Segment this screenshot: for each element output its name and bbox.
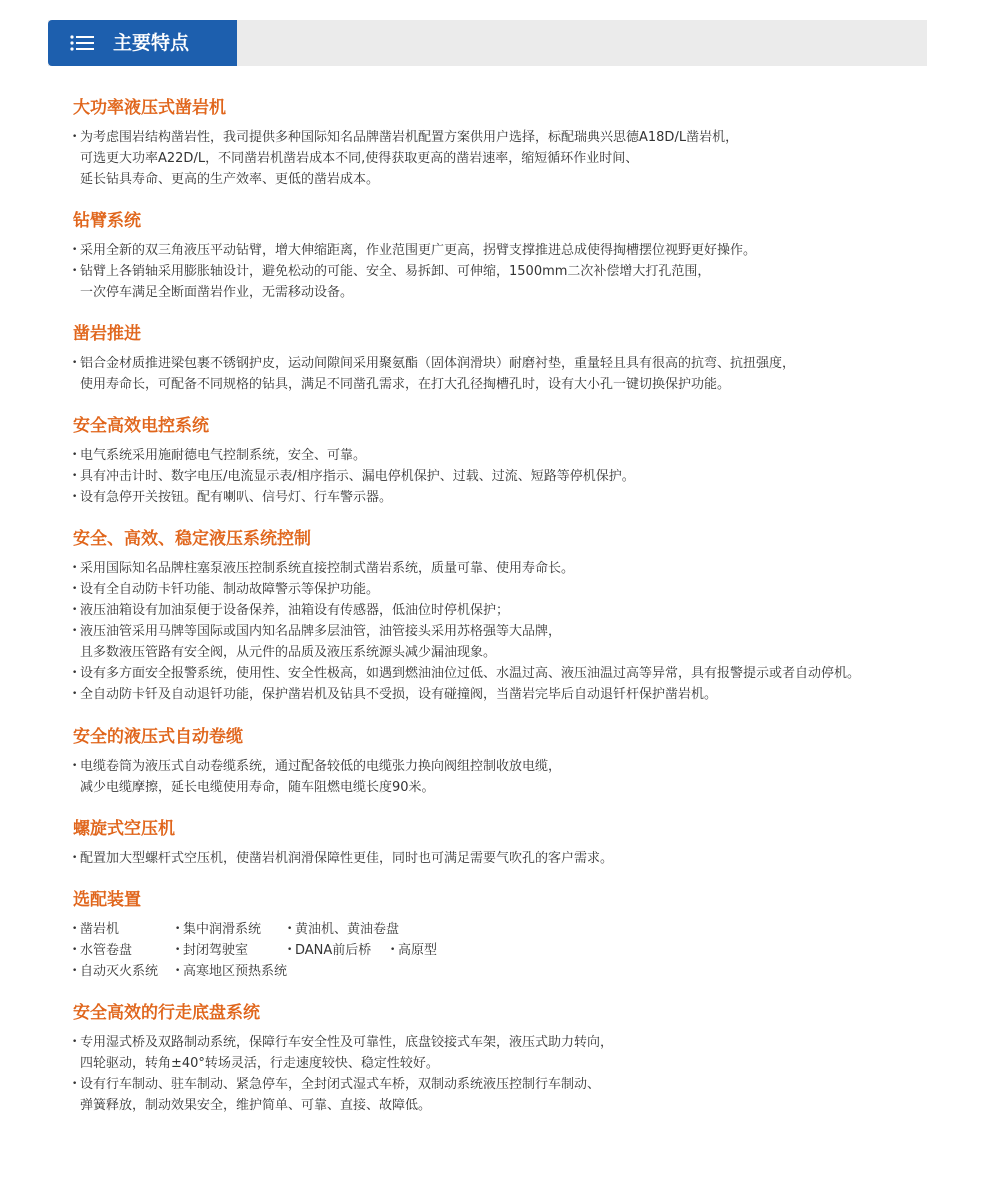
feature-section bbox=[73, 725, 953, 798]
bullet-item bbox=[73, 684, 953, 705]
feature-section bbox=[73, 322, 953, 395]
bullet-item bbox=[73, 445, 953, 466]
options-row bbox=[73, 940, 953, 961]
options-section bbox=[73, 888, 953, 982]
bullet-item bbox=[73, 240, 953, 261]
section-header-tab bbox=[48, 20, 237, 66]
bullet-text-line: 且多数液压管路有安全阀，从元件的品质及液压系统源头减少漏油现象。 bbox=[80, 645, 497, 660]
page-title: 主要特点 bbox=[113, 32, 190, 54]
section-title: 选配装置 bbox=[73, 890, 141, 910]
bullet-item bbox=[73, 1074, 953, 1116]
feature-section bbox=[73, 817, 953, 869]
bullet-text-line: 可选更大功率A22D/L，不同凿岩机凿岩成本不同,使得获取更高的凿岩速率，缩短循环作业时间、 bbox=[80, 151, 639, 166]
option-item: • 集中润滑系统 bbox=[176, 919, 261, 940]
bullet-text-line: 弹簧释放，制动效果安全，维护简单、可靠、直接、故障低。 bbox=[80, 1098, 432, 1113]
bullet-text-line: • 全自动防卡钎及自动退钎功能，保护凿岩机及钻具不受损，设有碰撞阀，当凿岩完毕后自动退钎杆保护凿岩机。 bbox=[80, 687, 718, 702]
bullet-item bbox=[73, 621, 953, 663]
feature-section bbox=[73, 96, 953, 190]
bullet-item bbox=[73, 663, 953, 684]
section-title: 安全、高效、稳定液压系统控制 bbox=[73, 529, 311, 549]
bullet-text-line: • 为考虑围岩结构凿岩性，我司提供多种国际知名品牌凿岩机配置方案供用户选择，标配瑞典兴思德A18D/L凿岩机， bbox=[80, 130, 739, 145]
bullet-text-line: • 配置加大型螺杆式空压机，使凿岩机润滑保障性更佳，同时也可满足需要气吹孔的客户需求。 bbox=[80, 851, 614, 866]
bullet-text-line: • 液压油管采用马牌等国际或国内知名品牌多层油管，油管接头采用苏格强等大品牌， bbox=[80, 624, 562, 639]
bullet-text-line: • 设有多方面安全报警系统，使用性、安全性极高，如遇到燃油油位过低、水温过高、液压油温过高等异常，具有报警提示或者自动停机。 bbox=[80, 666, 861, 681]
bullet-item bbox=[73, 848, 953, 869]
bullet-item bbox=[73, 756, 953, 798]
section-title: 凿岩推进 bbox=[73, 324, 141, 344]
bullet-item bbox=[73, 1032, 953, 1074]
bullet-text-line: 延长钻具寿命、更高的生产效率、更低的凿岩成本。 bbox=[80, 172, 380, 187]
list-icon bbox=[70, 35, 94, 51]
bullet-text-line: • 设有行车制动、驻车制动、紧急停车，全封闭式湿式车桥，双制动系统液压控制行车制动、 bbox=[80, 1077, 601, 1092]
option-item: • 凿岩机 bbox=[73, 919, 119, 940]
bullet-text-line: • 钻臂上各销轴采用膨胀轴设计，避免松动的可能、安全、易拆卸、可伸缩，1500mm二次补偿增大打孔范围， bbox=[80, 264, 711, 279]
section-title: 安全的液压式自动卷缆 bbox=[73, 727, 243, 747]
option-item: • 高寒地区预热系统 bbox=[176, 961, 287, 982]
bullet-item bbox=[73, 261, 953, 303]
bullet-text-line: • 专用湿式桥及双路制动系统，保障行车安全性及可靠性，底盘铰接式车架，液压式助力转向， bbox=[80, 1035, 614, 1050]
feature-section bbox=[73, 527, 953, 705]
bullet-text-line: 四轮驱动，转角±40°转场灵活，行走速度较快、稳定性较好。 bbox=[80, 1056, 439, 1071]
option-item: • DANA前后桥 bbox=[288, 940, 371, 961]
section-title: 安全高效电控系统 bbox=[73, 416, 209, 436]
bullet-text-line: • 具有冲击计时、数字电压/电流显示表/相序指示、漏电停机保护、过载、过流、短路等停机保护。 bbox=[80, 469, 635, 484]
section-title: 钻臂系统 bbox=[73, 211, 141, 231]
bullet-text-line: • 采用国际知名品牌柱塞泵液压控制系统直接控制式凿岩系统，质量可靠、使用寿命长。 bbox=[80, 561, 575, 576]
section-title: 大功率液压式凿岩机 bbox=[73, 98, 226, 118]
section-title: 安全高效的行走底盘系统 bbox=[73, 1003, 260, 1023]
bullet-text-line: • 设有全自动防卡钎功能、制动故障警示等保护功能。 bbox=[80, 582, 380, 597]
section-header-bar bbox=[48, 20, 927, 66]
bullet-item bbox=[73, 127, 953, 190]
bullet-item bbox=[73, 353, 953, 395]
bullet-text-line: 减少电缆摩擦，延长电缆使用寿命，随车阻燃电缆长度90米。 bbox=[80, 780, 435, 795]
option-item: • 高原型 bbox=[391, 940, 437, 961]
feature-section bbox=[73, 209, 953, 303]
bullet-item bbox=[73, 466, 953, 487]
bullet-text-line: 使用寿命长，可配备不同规格的钻具，满足不同凿孔需求，在打大孔径掏槽孔时，设有大小孔一键切换保护功能。 bbox=[80, 377, 731, 392]
option-item: • 水管卷盘 bbox=[73, 940, 132, 961]
section-title: 螺旋式空压机 bbox=[73, 819, 175, 839]
bullet-text-line: • 采用全新的双三角液压平动钻臂，增大伸缩距离，作业范围更广更高，拐臂支撑推进总成使得掏槽摆位视野更好操作。 bbox=[80, 243, 757, 258]
option-item: • 封闭驾驶室 bbox=[176, 940, 248, 961]
bullet-item bbox=[73, 600, 953, 621]
options-row bbox=[73, 919, 953, 940]
bullet-text-line: • 电缆卷筒为液压式自动卷缆系统，通过配备较低的电缆张力换向阀组控制收放电缆， bbox=[80, 759, 562, 774]
bullet-text-line: • 铝合金材质推进梁包裹不锈钢护皮，运动间隙间采用聚氨酯（固体润滑块）耐磨衬垫，重量轻且具有很高的抗弯、抗扭强度， bbox=[80, 356, 796, 371]
bullet-item bbox=[73, 579, 953, 600]
feature-section bbox=[73, 1001, 953, 1116]
bullet-text-line: • 设有急停开关按钮。配有喇叭、信号灯、行车警示器。 bbox=[80, 490, 393, 505]
bullet-item bbox=[73, 487, 953, 508]
option-item: • 自动灭火系统 bbox=[73, 961, 158, 982]
bullet-item bbox=[73, 558, 953, 579]
bullet-text-line: • 电气系统采用施耐德电气控制系统，安全、可靠。 bbox=[80, 448, 367, 463]
options-row bbox=[73, 961, 953, 982]
bullet-text-line: • 液压油箱设有加油泵便于设备保养，油箱设有传感器，低油位时停机保护； bbox=[80, 603, 510, 618]
option-item: • 黄油机、黄油卷盘 bbox=[288, 919, 399, 940]
bullet-text-line: 一次停车满足全断面凿岩作业，无需移动设备。 bbox=[80, 285, 354, 300]
features-content bbox=[73, 96, 953, 1116]
feature-section bbox=[73, 414, 953, 508]
